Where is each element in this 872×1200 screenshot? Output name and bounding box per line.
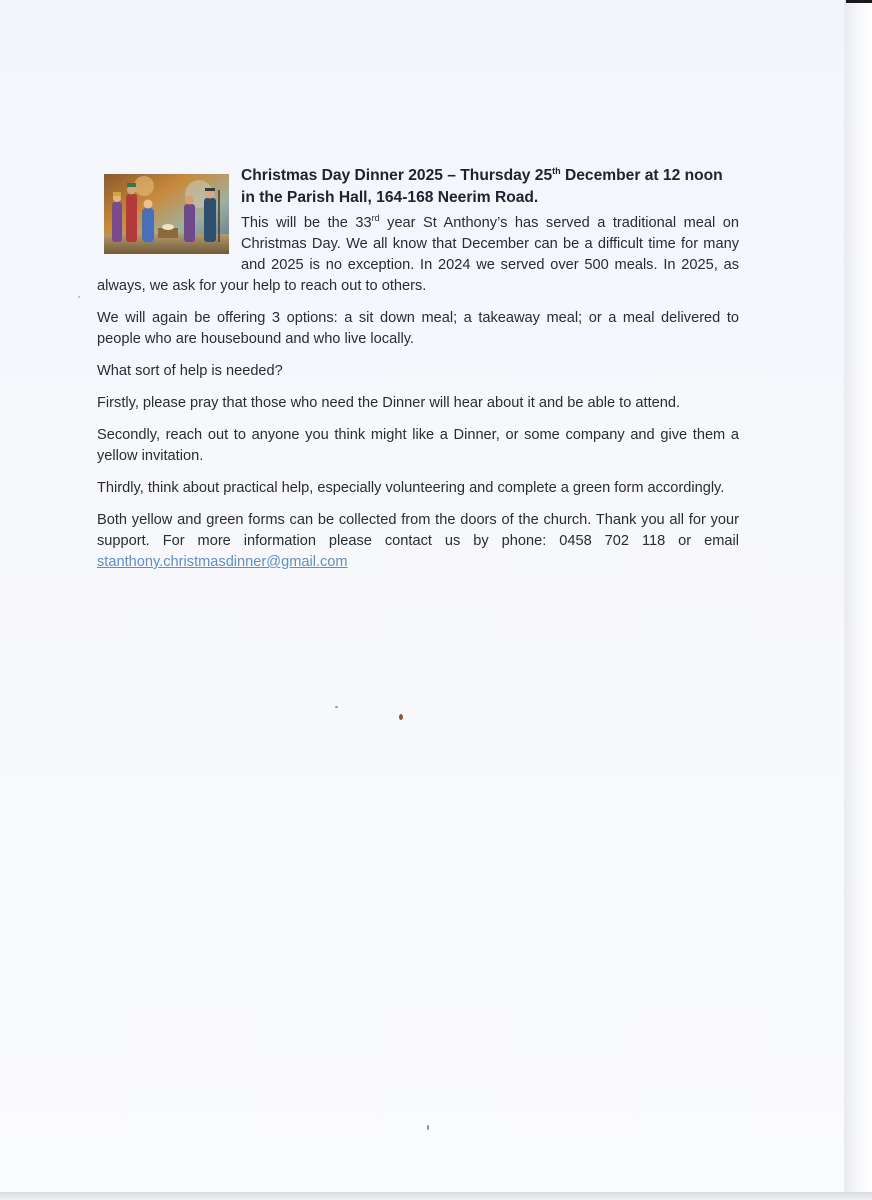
intro-paragraph: This will be the 33rd year St Anthony’s has served a traditional meal on Christmas Day. We all know that December can be a difficult time for many and 2025 is no exception. In 2024 we served over 500 meals. In 2025, as always, we ask for your help to reach out to others.	[97, 213, 739, 294]
scan-speck	[427, 1125, 429, 1130]
event-title: Christmas Day Dinner 2025 – Thursday 25th December at 12 noon in the Parish Hall, 164-168 Neerim Road.	[241, 165, 723, 206]
closing-paragraph: Both yellow and green forms can be collected from the doors of the church. Thank you all for your support. For more information please contact us by phone: 0458 702 118 or email stanthony.christmasdinner@gmail.com	[97, 512, 739, 570]
thirdly-paragraph: Thirdly, think about practical help, especially volunteering and complete a green form accordingly.	[97, 480, 725, 496]
scan-speck	[335, 706, 338, 708]
email-link[interactable]: stanthony.christmasdinner@gmail.com	[97, 554, 348, 570]
options-paragraph: We will again be offering 3 options: a sit down meal; a takeaway meal; or a meal delivered to people who are housebound and who live locally.	[97, 310, 739, 347]
flyer-content	[97, 165, 739, 584]
scanner-edge-bottom	[0, 1192, 872, 1200]
scan-speck	[78, 296, 80, 298]
scan-speck	[399, 714, 403, 720]
nativity-scene-photo	[104, 174, 229, 254]
help-question: What sort of help is needed?	[97, 363, 283, 379]
secondly-paragraph: Secondly, reach out to anyone you think might like a Dinner, or some company and give them a yellow invitation.	[97, 427, 739, 464]
scanner-edge-top	[846, 0, 872, 3]
firstly-paragraph: Firstly, please pray that those who need the Dinner will hear about it and be able to attend.	[97, 395, 681, 411]
scanner-edge-right	[844, 0, 872, 1200]
